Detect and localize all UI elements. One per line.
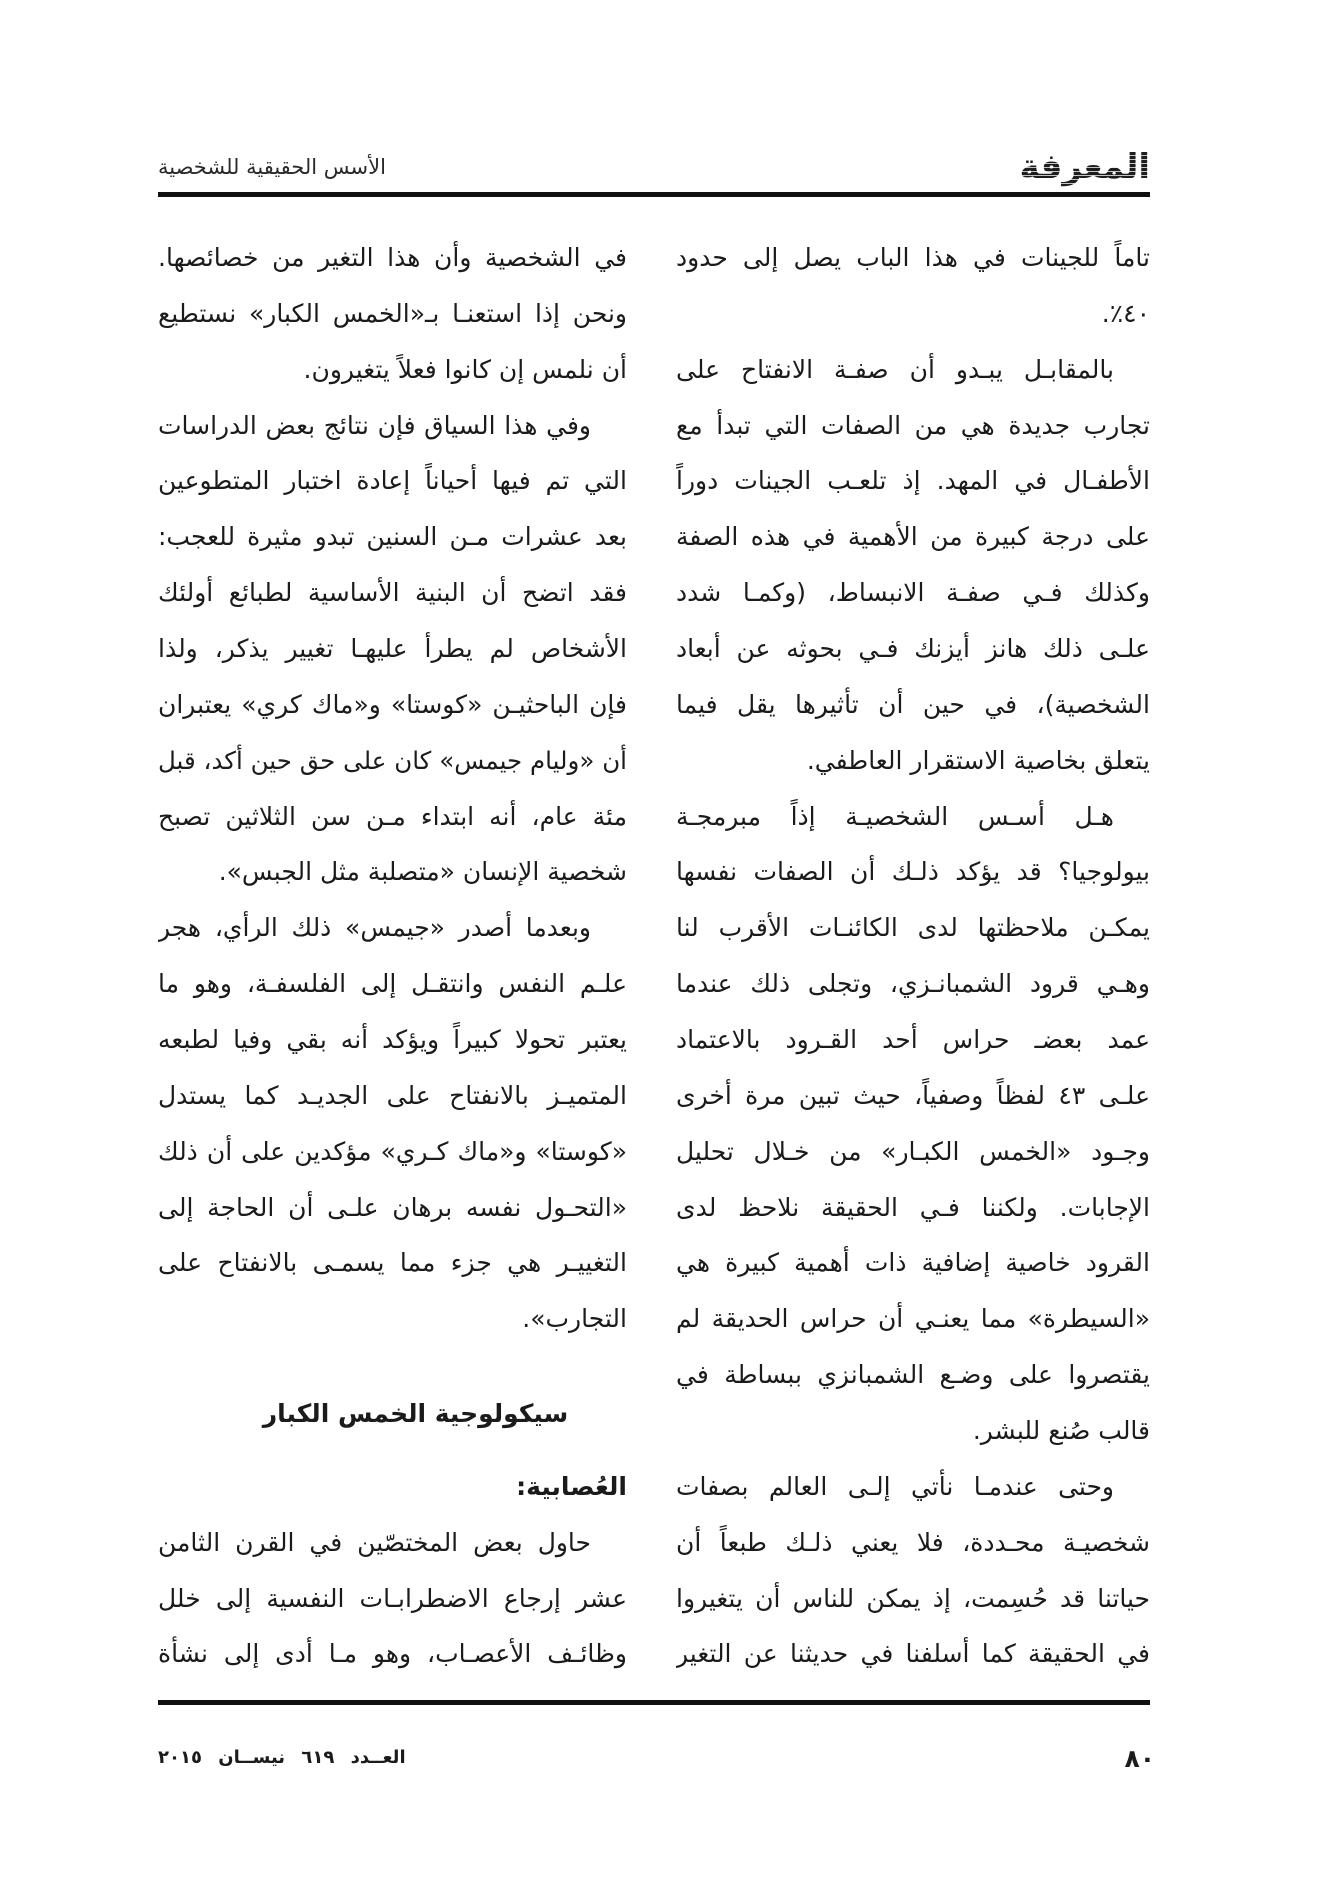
body-text-line: هـل أسـس الشخصيـة إذاً مبرمجـة xyxy=(676,801,1114,831)
body-text-line: وظائـف الأعصـاب، وهو مـا أدى إلى نشأة xyxy=(158,1639,627,1669)
body-text-line: شخصية الإنسان «متصلبة مثل الجبس». xyxy=(218,857,627,887)
header-rule xyxy=(158,192,1150,197)
body-text-line: «كوستا» و«ماك كـري» مؤكدين على أن ذلك xyxy=(158,1136,627,1166)
body-text-line: وحتى عندمـا نأتي إلـى العالم بصفات xyxy=(676,1471,1114,1501)
body-text-line: ونحن إذا استعنـا بـ«الخمس الكبار» نستطيع xyxy=(158,298,627,328)
magazine-logo: المعرفة xyxy=(1020,144,1150,190)
body-text-line: المتميـز بالانفتاح على الجديـد كما يستدل xyxy=(158,1080,627,1110)
body-text-line: يعتبر تحولا كبيراً ويؤكد أنه بقي وفيا لطبعه xyxy=(158,1025,627,1055)
body-text-line: شخصيـة محـددة، فلا يعني ذلـك طبعاً أن xyxy=(676,1527,1150,1557)
body-text-line: عمد بعضـ حراس أحد القـرود بالاعتماد xyxy=(676,1025,1150,1055)
body-text-line: بعد عشرات مـن السنين تبدو مثيرة للعجب: xyxy=(158,522,627,552)
body-text-line: الأشخاص لم يطرأ عليهـا تغيير يذكر، ولذا xyxy=(158,634,627,664)
text-column-left xyxy=(158,230,627,1682)
body-text-line: عشر إرجاع الاضطرابـات النفسية إلى خلل xyxy=(158,1583,627,1613)
page-number: ٨٠ xyxy=(1124,1744,1155,1773)
body-text-line: التغييـر هي جزء مما يسمـى بالانفتاح على xyxy=(158,1248,627,1278)
body-text-line: أن نلمس إن كانوا فعلاً يتغيرون. xyxy=(303,354,627,384)
body-text-line: وجـود «الخمس الكبـار» من خـلال تحليل xyxy=(676,1136,1150,1166)
body-text-line: وفي هذا السياق فإن نتائج بعض الدراسات xyxy=(158,410,591,440)
body-text-line: فقد اتضح أن البنية الأساسية لطبائع أولئك xyxy=(158,578,627,608)
running-title: الأسس الحقيقية للشخصية xyxy=(158,155,386,179)
body-text-line: يتعلق بخاصية الاستقرار العاطفي. xyxy=(806,745,1150,775)
body-text-line: في الشخصية وأن هذا التغير من خصائصها. xyxy=(158,243,627,272)
section-heading: سيكولوجية الخمس الكبار xyxy=(262,1399,569,1429)
body-text-line: وكذلك فـي صفـة الانبساط، (وكمـا شدد xyxy=(676,578,1150,608)
body-text-line: بيولوجيا؟ قد يؤكد ذلـك أن الصفات نفسها xyxy=(676,857,1150,887)
body-text-line: الأطفـال في المهد. إذ تلعـب الجينات دوراً xyxy=(676,466,1150,496)
body-text-line: وبعدما أصدر «جيمس» ذلك الرأي، هجر xyxy=(158,913,591,943)
body-text-line: علـى ٤٣ لفظاً وصفياً، حيث تبين مرة أخرى xyxy=(676,1080,1150,1110)
body-text-line: التجارب». xyxy=(522,1304,627,1334)
body-text-line: الشخصية)، في حين أن تأثيرها يقل فيما xyxy=(676,689,1150,719)
body-text-line: «السيطرة» مما يعنـي أن حراس الحديقة لم xyxy=(676,1304,1150,1334)
body-text-line: أن «وليام جيمس» كان على حق حين أكد، قبل xyxy=(158,745,627,775)
subsection-heading: العُصابية: xyxy=(516,1471,627,1501)
body-text-line: وهـي قرود الشمبانـزي، وتجلى ذلك عندما xyxy=(676,969,1150,999)
body-text-line: علـى ذلك هانز أيزنك فـي بحوثه عن أبعاد xyxy=(676,634,1150,664)
body-text-line: ٤٠٪. xyxy=(1101,298,1150,328)
body-text-line: القرود خاصية إضافية ذات أهمية كبيرة هي xyxy=(676,1248,1150,1278)
body-text-line: الإجابات. ولكننا فـي الحقيقة نلاحظ لدى xyxy=(676,1192,1150,1222)
body-text-line: بالمقابـل يبـدو أن صفـة الانفتاح على xyxy=(676,354,1114,384)
body-text-line: تجارب جديدة هي من الصفات التي تبدأ مع xyxy=(676,410,1150,440)
body-text-line: فإن الباحثيـن «كوستا» و«ماك كري» يعتبران xyxy=(158,689,627,719)
body-text-line: علـم النفس وانتقـل إلى الفلسفـة، وهو ما xyxy=(158,969,627,999)
body-text-line: يقتصروا على وضـع الشمبانزي ببساطة في xyxy=(676,1360,1150,1390)
body-text-line: التي تم فيها أحياناً إعادة اختبار المتطوعين xyxy=(158,466,627,496)
issue-info: العــدد ٦١٩ نيســان ٢٠١٥ xyxy=(158,1747,406,1768)
body-text-line: «التحـول نفسه برهان علـى أن الحاجة إلى xyxy=(158,1192,627,1222)
body-text-line: تاماً للجينات في هذا الباب يصل إلى حدود xyxy=(676,243,1150,272)
footer-rule xyxy=(158,1700,1150,1705)
body-text-line: مئة عام، أنه ابتداء مـن سن الثلاثين تصبح xyxy=(158,801,627,831)
body-text-line: على درجة كبيرة من الأهمية في هذه الصفة xyxy=(676,522,1150,552)
text-column-right xyxy=(676,230,1150,1682)
body-text-line: يمكـن ملاحظتها لدى الكائنـات الأقرب لنا xyxy=(676,913,1150,943)
body-text-line: حياتنا قد حُسِمت، إذ يمكن للناس أن يتغيروا xyxy=(676,1583,1150,1613)
body-text-line: حاول بعض المختصّين في القرن الثامن xyxy=(158,1527,591,1557)
body-text-line: قالب صُنع للبشر. xyxy=(972,1416,1150,1446)
body-text-line: في الحقيقة كما أسلفنا في حديثنا عن التغير xyxy=(676,1639,1150,1669)
